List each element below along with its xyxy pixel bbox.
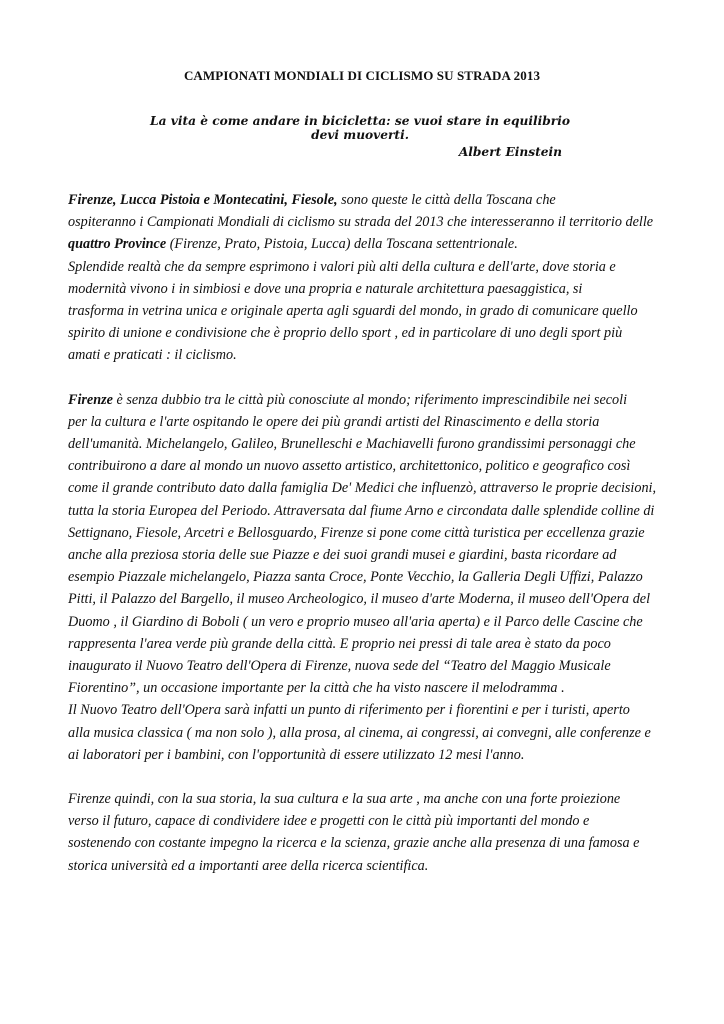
text-line: come il grande contributo dato dalla famiglia De' Medici che influenzò, attraverso le proprie decisioni, bbox=[68, 480, 657, 497]
text-line: rappresenta l'area verde più grande della città. E proprio nei pressi di tale area è stato da poco bbox=[68, 635, 611, 652]
text-line: per la cultura e l'arte ospitando le opere dei più grandi artisti del Rinascimento e della storia bbox=[68, 413, 600, 430]
text-line bbox=[68, 389, 668, 411]
text-line: Settignano, Fiesole, Arcetri e Bellosguardo, Firenze si pone come città turistica per eccellenza grazie bbox=[68, 524, 645, 541]
text-line: ai laboratori per i bambini, con l'opportunità di essere utilizzato 12 mesi l'anno. bbox=[68, 746, 525, 763]
paragraph-intro bbox=[68, 189, 668, 367]
text-line: tutta la storia Europea del Periodo. Attraversata dal fiume Arno e circondata dalle splendide colline di bbox=[68, 502, 655, 519]
epigraph-quote: La vita è come andare in bicicletta: se vuoi stare in equilibrio devi muoverti. bbox=[150, 114, 570, 142]
text-line: storica università ed a importanti aree della ricerca scientifica. bbox=[68, 857, 429, 874]
text-line: sostenendo con costante impegno la ricerca e la scienza, grazie anche alla presenza di una famosa e bbox=[68, 835, 640, 852]
text-line: inaugurato il Nuovo Teatro dell'Opera di Firenze, nuova sede del “Teatro del Maggio Musicale bbox=[68, 658, 611, 675]
document-body bbox=[68, 189, 668, 877]
text-line: dell'umanità. Michelangelo, Galileo, Brunelleschi e Machiavelli furono grandissimi personaggi che bbox=[68, 436, 636, 453]
text-line: amati e praticati : il ciclismo. bbox=[68, 347, 237, 364]
text-span: (Firenze, Prato, Pistoia, Lucca) della Toscana settentrionale. bbox=[166, 236, 518, 253]
text-line: alla musica classica ( ma non solo ), alla prosa, al cinema, ai congressi, ai convegni, alle conferenze e bbox=[68, 724, 651, 741]
text-line: Fiorentino”, un occasione importante per la città che ha visto nascere il melodramma . bbox=[68, 680, 565, 697]
text-line: esempio Piazzale michelangelo, Piazza santa Croce, Ponte Vecchio, la Galleria Degli Uffizi, Palazzo bbox=[68, 569, 643, 586]
text-line: spirito di unione e condivisione che è proprio dello sport , ed in particolare di uno degli sport più bbox=[68, 325, 623, 342]
text-line bbox=[68, 233, 668, 255]
text-span: sono queste le città della Toscana che bbox=[337, 192, 556, 208]
text-line bbox=[68, 189, 668, 211]
text-line: Splendide realtà che da sempre esprimono i valori più alti della cultura e dell'arte, dove storia e bbox=[68, 258, 616, 275]
text-span: è senza dubbio tra le città più conosciute al mondo; riferimento imprescindibile nei secoli bbox=[112, 391, 628, 408]
text-line: verso il futuro, capace di condividere idee e progetti con le città più importanti del mondo e bbox=[68, 813, 590, 830]
text-line: Duomo , il Giardino di Boboli ( un vero e proprio museo all'aria aperta) e il Parco delle Cascine che bbox=[68, 613, 643, 630]
bold-firenze: Firenze bbox=[68, 391, 113, 408]
text-line: ospiteranno i Campionati Mondiali di ciclismo su strada del 2013 che interesseranno il territorio delle bbox=[68, 214, 654, 231]
text-line: Firenze quindi, con la sua storia, la sua cultura e la sua arte , ma anche con una forte proiezione bbox=[68, 791, 621, 808]
text-line: Pitti, il Palazzo del Bargello, il museo Archeologico, il museo d'arte Moderna, il museo dell'Opera del bbox=[68, 591, 651, 608]
text-line: contribuirono a dare al mondo un nuovo assetto artistico, architettonico, politico e geografico così bbox=[68, 458, 631, 475]
bold-cities: Firenze, Lucca Pistoia e Montecatini, Fiesole, bbox=[68, 192, 338, 208]
text-line: Il Nuovo Teatro dell'Opera sarà infatti un punto di riferimento per i fiorentini e per i turisti, aperto bbox=[68, 702, 630, 719]
epigraph-author: Albert Einstein bbox=[458, 145, 562, 159]
paragraph-firenze bbox=[68, 389, 668, 766]
document-title: CAMPIONATI MONDIALI DI CICLISMO SU STRADA 2013 bbox=[183, 68, 541, 83]
text-line: anche alla preziosa storia delle sue Piazze e dei suoi grandi musei e giardini, basta ricordare ad bbox=[68, 547, 617, 564]
paragraph-conclusion bbox=[68, 788, 668, 877]
bold-provinces: quattro Province bbox=[68, 236, 167, 253]
text-line: trasforma in vetrina unica e originale aperta agli sguardi del mondo, in grado di comunicare quello bbox=[68, 303, 638, 320]
text-line: modernità vivono i in simbiosi e dove una propria e naturale architettura paesaggistica, si bbox=[68, 280, 583, 297]
